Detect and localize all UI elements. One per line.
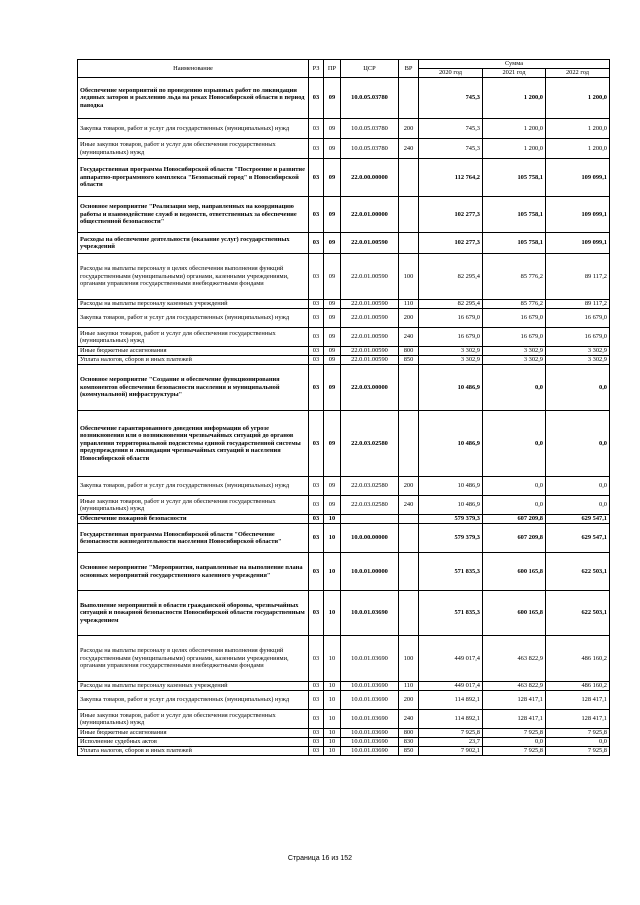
row-amount-2022: 16 679,0 (546, 328, 610, 347)
row-vr: 200 (399, 477, 419, 496)
budget-table (77, 59, 610, 756)
row-vr (399, 591, 419, 636)
table-row (78, 254, 610, 300)
row-csr: 22.0.03.02580 (341, 411, 399, 477)
table-row (78, 233, 610, 254)
row-amount-2020: 112 764,2 (419, 159, 483, 197)
row-pr: 10 (324, 553, 341, 591)
table-row (78, 738, 610, 747)
row-amount-2022: 3 302,9 (546, 356, 610, 365)
row-rz: 03 (309, 411, 324, 477)
row-name: Иные закупки товаров, работ и услуг для обеспечения государственных (муниципальных) нужд (78, 328, 309, 347)
row-rz: 03 (309, 553, 324, 591)
row-pr: 10 (324, 747, 341, 756)
row-vr: 830 (399, 738, 419, 747)
row-vr: 110 (399, 300, 419, 309)
row-name: Государственная программа Новосибирской области "Построение и развитие аппаратно-программного комплекса "Безопасный город" в Новосибирской области (78, 159, 309, 197)
row-rz: 03 (309, 356, 324, 365)
row-rz: 03 (309, 710, 324, 729)
row-name: Иные бюджетные ассигнования (78, 729, 309, 738)
row-rz: 03 (309, 119, 324, 139)
row-amount-2020: 745,3 (419, 139, 483, 159)
row-csr: 22.0.01.00590 (341, 356, 399, 365)
row-name: Обеспечение гарантированного доведения информации об угрозе возникновения или о возникновении чрезвычайных ситуаций до органов управления территориальной подсистемы единой государственной системы предупреждения и ликвидации чрезвычайных ситуаций и населения Новосибирской области (78, 411, 309, 477)
row-csr: 22.0.01.00590 (341, 309, 399, 328)
row-rz: 03 (309, 233, 324, 254)
table-row (78, 524, 610, 553)
row-rz: 03 (309, 365, 324, 411)
row-rz: 03 (309, 496, 324, 515)
row-name: Уплата налогов, сборов и иных платежей (78, 356, 309, 365)
header-csr: ЦСР (341, 60, 399, 78)
row-name: Иные закупки товаров, работ и услуг для обеспечения государственных (муниципальных) нужд (78, 139, 309, 159)
row-rz: 03 (309, 524, 324, 553)
row-name: Государственная программа Новосибирской области "Обеспечение безопасности жизнедеятельности населения Новосибирской области" (78, 524, 309, 553)
row-amount-2021: 85 776,2 (483, 300, 546, 309)
row-name: Иные закупки товаров, работ и услуг для обеспечения государственных (муниципальных) нужд (78, 496, 309, 515)
row-pr: 09 (324, 328, 341, 347)
row-amount-2020: 3 302,9 (419, 347, 483, 356)
row-csr: 10.0.01.03690 (341, 682, 399, 691)
row-vr: 240 (399, 710, 419, 729)
row-amount-2022: 89 117,2 (546, 254, 610, 300)
row-rz: 03 (309, 477, 324, 496)
row-vr: 850 (399, 747, 419, 756)
row-amount-2022: 1 200,0 (546, 139, 610, 159)
row-amount-2020: 102 277,3 (419, 233, 483, 254)
row-amount-2021: 105 758,1 (483, 159, 546, 197)
row-pr: 10 (324, 710, 341, 729)
row-amount-2021: 0,0 (483, 496, 546, 515)
row-pr: 09 (324, 496, 341, 515)
row-amount-2021: 600 165,8 (483, 591, 546, 636)
header-year-2020: 2020 год (419, 69, 483, 78)
row-amount-2021: 16 679,0 (483, 328, 546, 347)
row-rz: 03 (309, 515, 324, 524)
row-amount-2022: 7 925,8 (546, 747, 610, 756)
row-vr (399, 159, 419, 197)
row-vr: 200 (399, 119, 419, 139)
row-amount-2021: 463 822,9 (483, 636, 546, 682)
row-amount-2021: 463 822,9 (483, 682, 546, 691)
row-amount-2021: 105 758,1 (483, 233, 546, 254)
row-amount-2021: 105 758,1 (483, 197, 546, 233)
row-amount-2022: 1 200,0 (546, 119, 610, 139)
row-csr: 10.0.01.00000 (341, 553, 399, 591)
row-pr: 09 (324, 300, 341, 309)
row-pr: 09 (324, 78, 341, 119)
row-vr: 200 (399, 309, 419, 328)
table-header (78, 60, 610, 78)
row-amount-2020: 114 892,1 (419, 710, 483, 729)
row-pr: 09 (324, 197, 341, 233)
row-csr: 22.0.01.00590 (341, 300, 399, 309)
row-name: Расходы на выплаты персоналу в целях обеспечения выполнения функций государственными (муниципальными) органами, казенными учреждениями, органами управления государственными внебюджетными фондами (78, 636, 309, 682)
row-vr: 100 (399, 254, 419, 300)
row-amount-2020: 102 277,3 (419, 197, 483, 233)
row-rz: 03 (309, 636, 324, 682)
table-row (78, 347, 610, 356)
row-amount-2021: 607 209,8 (483, 515, 546, 524)
page-number: Страница 16 из 152 (287, 855, 353, 862)
row-csr: 10.0.01.03690 (341, 747, 399, 756)
row-amount-2021: 600 165,8 (483, 553, 546, 591)
row-csr: 22.0.01.00590 (341, 254, 399, 300)
row-csr: 22.0.03.00000 (341, 365, 399, 411)
row-name: Обеспечение пожарной безопасности (78, 515, 309, 524)
row-pr: 09 (324, 411, 341, 477)
row-amount-2020: 7 902,1 (419, 747, 483, 756)
row-pr: 09 (324, 233, 341, 254)
table-row (78, 411, 610, 477)
row-csr: 22.0.01.00000 (341, 197, 399, 233)
row-vr: 240 (399, 139, 419, 159)
row-vr (399, 411, 419, 477)
row-csr: 10.0.01.03690 (341, 691, 399, 710)
row-name: Выполнение мероприятий в области гражданской обороны, чрезвычайных ситуаций и пожарной безопасности Новосибирской области государственным учреждением (78, 591, 309, 636)
row-amount-2021: 3 302,9 (483, 356, 546, 365)
row-amount-2020: 10 486,9 (419, 477, 483, 496)
row-amount-2022: 3 302,9 (546, 347, 610, 356)
row-amount-2020: 745,3 (419, 78, 483, 119)
row-amount-2022: 486 160,2 (546, 682, 610, 691)
row-amount-2021: 16 679,0 (483, 309, 546, 328)
table-row (78, 515, 610, 524)
row-csr: 10.0.00.00000 (341, 524, 399, 553)
row-vr (399, 515, 419, 524)
row-amount-2021: 7 925,8 (483, 747, 546, 756)
row-amount-2020: 16 679,0 (419, 328, 483, 347)
row-amount-2022: 128 417,1 (546, 710, 610, 729)
row-amount-2020: 449 017,4 (419, 682, 483, 691)
row-pr: 09 (324, 159, 341, 197)
row-vr: 110 (399, 682, 419, 691)
row-amount-2021: 0,0 (483, 738, 546, 747)
row-vr: 240 (399, 328, 419, 347)
row-amount-2022: 0,0 (546, 477, 610, 496)
row-pr: 09 (324, 309, 341, 328)
row-amount-2021: 0,0 (483, 477, 546, 496)
row-amount-2022: 7 925,8 (546, 729, 610, 738)
row-amount-2021: 1 200,0 (483, 78, 546, 119)
row-amount-2020: 579 379,3 (419, 524, 483, 553)
row-csr: 22.0.01.00590 (341, 347, 399, 356)
row-amount-2022: 622 503,1 (546, 591, 610, 636)
row-amount-2021: 1 200,0 (483, 119, 546, 139)
row-pr: 09 (324, 365, 341, 411)
row-pr: 10 (324, 682, 341, 691)
row-rz: 03 (309, 747, 324, 756)
row-amount-2022: 89 117,2 (546, 300, 610, 309)
row-rz: 03 (309, 139, 324, 159)
row-amount-2020: 82 295,4 (419, 300, 483, 309)
row-name: Иные закупки товаров, работ и услуг для обеспечения государственных (муниципальных) нужд (78, 710, 309, 729)
header-vr: ВР (399, 60, 419, 78)
row-csr (341, 515, 399, 524)
table-row (78, 591, 610, 636)
row-amount-2022: 0,0 (546, 365, 610, 411)
row-name: Расходы на выплаты персоналу в целях обеспечения выполнения функций государственными (муниципальными) органами, казенными учреждениями, органами управления государственными внебюджетными фондами (78, 254, 309, 300)
row-name: Исполнение судебных актов (78, 738, 309, 747)
row-amount-2020: 571 835,3 (419, 553, 483, 591)
row-amount-2020: 3 302,9 (419, 356, 483, 365)
row-name: Закупка товаров, работ и услуг для государственных (муниципальных) нужд (78, 119, 309, 139)
row-amount-2021: 85 776,2 (483, 254, 546, 300)
row-csr: 22.0.03.02580 (341, 477, 399, 496)
row-name: Уплата налогов, сборов и иных платежей (78, 747, 309, 756)
row-amount-2022: 629 547,1 (546, 524, 610, 553)
row-amount-2020: 10 486,9 (419, 411, 483, 477)
table-row (78, 691, 610, 710)
row-pr: 10 (324, 691, 341, 710)
row-pr: 09 (324, 347, 341, 356)
row-csr: 10.0.01.03690 (341, 636, 399, 682)
row-pr: 10 (324, 591, 341, 636)
row-csr: 22.0.00.00000 (341, 159, 399, 197)
row-rz: 03 (309, 691, 324, 710)
header-year-2022: 2022 год (546, 69, 610, 78)
table-row (78, 356, 610, 365)
row-pr: 09 (324, 356, 341, 365)
row-amount-2022: 0,0 (546, 738, 610, 747)
row-pr: 10 (324, 524, 341, 553)
row-amount-2020: 745,3 (419, 119, 483, 139)
table-row (78, 365, 610, 411)
table-row (78, 119, 610, 139)
row-amount-2020: 7 925,8 (419, 729, 483, 738)
table-row (78, 309, 610, 328)
row-csr: 22.0.03.02580 (341, 496, 399, 515)
row-csr: 10.0.05.03780 (341, 78, 399, 119)
row-rz: 03 (309, 197, 324, 233)
row-amount-2021: 128 417,1 (483, 710, 546, 729)
table-row (78, 159, 610, 197)
row-csr: 10.0.01.03690 (341, 710, 399, 729)
table-row (78, 496, 610, 515)
row-vr (399, 365, 419, 411)
row-amount-2022: 16 679,0 (546, 309, 610, 328)
row-amount-2020: 114 892,1 (419, 691, 483, 710)
row-rz: 03 (309, 738, 324, 747)
row-pr: 10 (324, 636, 341, 682)
header-name: Наименование (78, 60, 309, 78)
row-csr: 10.0.01.03690 (341, 729, 399, 738)
row-vr: 800 (399, 729, 419, 738)
row-name: Основное мероприятие "Реализация мер, направленных на координацию работы и взаимодействие служб и ведомств, ответственных за обеспечение общественной безопасности" (78, 197, 309, 233)
row-name: Закупка товаров, работ и услуг для государственных (муниципальных) нужд (78, 309, 309, 328)
row-amount-2022: 128 417,1 (546, 691, 610, 710)
table-row (78, 197, 610, 233)
row-amount-2021: 1 200,0 (483, 139, 546, 159)
table-row (78, 139, 610, 159)
row-pr: 09 (324, 254, 341, 300)
row-amount-2022: 0,0 (546, 411, 610, 477)
row-pr: 10 (324, 515, 341, 524)
table-row (78, 747, 610, 756)
row-csr: 10.0.01.03690 (341, 738, 399, 747)
row-name: Основное мероприятие "Создание и обеспечение функционирования компонентов обеспечения безопасности населения и муниципальной (коммунальной) инфраструктуры" (78, 365, 309, 411)
row-amount-2020: 571 835,3 (419, 591, 483, 636)
table-body (78, 78, 610, 756)
row-amount-2021: 0,0 (483, 411, 546, 477)
header-sum: Сумма (419, 60, 610, 69)
table-row (78, 300, 610, 309)
row-amount-2020: 16 679,0 (419, 309, 483, 328)
row-amount-2022: 109 099,1 (546, 233, 610, 254)
row-name: Основное мероприятие "Мероприятия, направленные на выполнение плана основных мероприятий государственного казенного учреждения" (78, 553, 309, 591)
row-rz: 03 (309, 347, 324, 356)
row-rz: 03 (309, 309, 324, 328)
table-row (78, 636, 610, 682)
row-vr: 200 (399, 691, 419, 710)
row-amount-2020: 23,7 (419, 738, 483, 747)
row-name: Закупка товаров, работ и услуг для государственных (муниципальных) нужд (78, 477, 309, 496)
row-amount-2021: 0,0 (483, 365, 546, 411)
row-csr: 22.0.01.00590 (341, 233, 399, 254)
row-vr (399, 197, 419, 233)
row-name: Иные бюджетные ассигнования (78, 347, 309, 356)
row-amount-2021: 607 209,8 (483, 524, 546, 553)
row-rz: 03 (309, 328, 324, 347)
row-name: Расходы на выплаты персоналу казенных учреждений (78, 682, 309, 691)
row-rz: 03 (309, 300, 324, 309)
table-row (78, 553, 610, 591)
row-amount-2022: 0,0 (546, 496, 610, 515)
row-name: Расходы на обеспечение деятельности (оказание услуг) государственных учреждений (78, 233, 309, 254)
header-year-2021: 2021 год (483, 69, 546, 78)
header-rz: РЗ (309, 60, 324, 78)
row-amount-2020: 449 017,4 (419, 636, 483, 682)
row-amount-2022: 1 200,0 (546, 78, 610, 119)
row-vr (399, 78, 419, 119)
row-amount-2022: 622 503,1 (546, 553, 610, 591)
row-amount-2021: 3 302,9 (483, 347, 546, 356)
row-amount-2020: 10 486,9 (419, 365, 483, 411)
table-row (78, 729, 610, 738)
row-amount-2022: 109 099,1 (546, 159, 610, 197)
table-row (78, 682, 610, 691)
row-vr: 100 (399, 636, 419, 682)
row-vr (399, 524, 419, 553)
row-amount-2020: 579 379,3 (419, 515, 483, 524)
row-vr: 800 (399, 347, 419, 356)
row-vr: 850 (399, 356, 419, 365)
row-pr: 09 (324, 477, 341, 496)
row-vr (399, 233, 419, 254)
row-pr: 09 (324, 119, 341, 139)
row-name: Обеспечение мероприятий по проведению взрывных работ по ликвидации ледяных заторов и рыхлению льда на реках Новосибирской области в период паводка (78, 78, 309, 119)
row-csr: 22.0.01.00590 (341, 328, 399, 347)
row-amount-2022: 629 547,1 (546, 515, 610, 524)
row-csr: 10.0.05.03780 (341, 139, 399, 159)
row-csr: 10.0.05.03780 (341, 119, 399, 139)
row-pr: 09 (324, 139, 341, 159)
header-pr: ПР (324, 60, 341, 78)
table-row (78, 710, 610, 729)
table-row (78, 78, 610, 119)
row-rz: 03 (309, 159, 324, 197)
table-row (78, 328, 610, 347)
row-amount-2020: 10 486,9 (419, 496, 483, 515)
row-rz: 03 (309, 78, 324, 119)
row-amount-2022: 486 160,2 (546, 636, 610, 682)
row-amount-2021: 128 417,1 (483, 691, 546, 710)
row-pr: 10 (324, 738, 341, 747)
row-amount-2020: 82 295,4 (419, 254, 483, 300)
table-row (78, 477, 610, 496)
row-pr: 10 (324, 729, 341, 738)
row-name: Закупка товаров, работ и услуг для государственных (муниципальных) нужд (78, 691, 309, 710)
row-rz: 03 (309, 591, 324, 636)
row-vr: 240 (399, 496, 419, 515)
row-csr: 10.0.01.03690 (341, 591, 399, 636)
row-name: Расходы на выплаты персоналу казенных учреждений (78, 300, 309, 309)
row-vr (399, 553, 419, 591)
row-rz: 03 (309, 254, 324, 300)
row-amount-2021: 7 925,8 (483, 729, 546, 738)
row-amount-2022: 109 099,1 (546, 197, 610, 233)
row-rz: 03 (309, 682, 324, 691)
row-rz: 03 (309, 729, 324, 738)
